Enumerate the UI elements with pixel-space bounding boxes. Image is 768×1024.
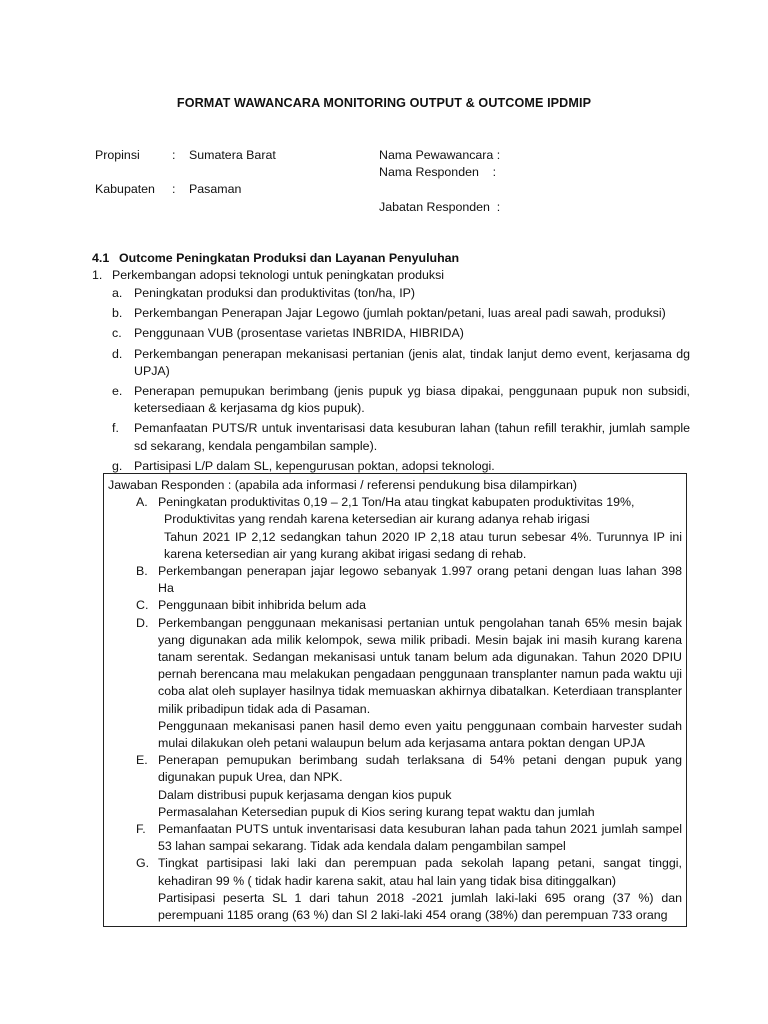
meta-colon: : [172, 148, 176, 162]
question-items [112, 285, 690, 478]
meta-right [379, 147, 579, 222]
answer-marker: E. [136, 753, 148, 768]
item-text: Peningkatan produksi dan produktivitas (ton/ha, IP) [134, 286, 416, 300]
question-item [112, 383, 690, 417]
answer-marker: D. [136, 615, 149, 630]
answer-item [108, 821, 682, 855]
answer-item [108, 752, 682, 821]
answer-paragraph: Perkembangan penerapan jajar legowo sebanyak 1.997 orang petani dengan luas lahan 398 Ha [158, 564, 682, 596]
answer-marker: A. [136, 495, 148, 510]
answer-item [108, 597, 682, 614]
meta-label-pewawancara: Nama Pewawancara : [379, 148, 501, 162]
item-text: Penggunaan VUB (prosentase varietas INBRIDA, HIBRIDA) [134, 326, 464, 341]
answer-paragraph: Produktivitas yang rendah karena ketersedian air kurang adanya rehab irigasi [164, 512, 590, 527]
meta-value: Pasaman [189, 182, 242, 196]
answer-marker: B. [136, 564, 148, 579]
meta-label-responden: Nama Responden : [379, 165, 497, 179]
question-item [112, 346, 690, 380]
item-marker: d. [112, 346, 123, 361]
item-text: Perkembangan Penerapan Jajar Legowo (jumlah poktan/petani, luas areal padi sawah, produksi) [134, 306, 666, 321]
item-marker: b. [112, 306, 123, 321]
item-text: Partisipasi L/P dalam SL, kepengurusan poktan, adopsi teknologi. [134, 458, 495, 473]
answer-marker: F. [136, 822, 146, 837]
answer-paragraph: Penerapan pemupukan berimbang sudah terlaksana di 54% petani dengan pupuk yang digunakan pupuk Urea, dan NPK. [158, 753, 682, 785]
answer-marker: C. [136, 598, 149, 613]
section-title: Outcome Peningkatan Produksi dan Layanan Penyuluhan [119, 251, 460, 265]
item-marker: f. [112, 421, 119, 436]
item-marker: g. [112, 458, 123, 473]
meta-row-kabupaten [95, 181, 345, 199]
answer-heading: Jawaban Responden : (apabila ada informasi / referensi pendukung bisa dilampirkan) [108, 478, 578, 492]
answer-items [108, 494, 682, 924]
answer-paragraph: Penggunaan bibit inhibrida belum ada [158, 598, 367, 613]
meta-row-propinsi [95, 147, 345, 165]
answer-paragraph: Tingkat partisipasi laki laki dan perempuan pada sekolah lapang petani, sangat tinggi, kehadiran 99 % ( tidak hadir karena sakit, atau hal lain yang tidak bisa ditinggalkan) [158, 856, 682, 888]
question-item [112, 420, 690, 454]
answer-item [108, 494, 682, 563]
answer-item [108, 563, 682, 597]
question-text: Perkembangan adopsi teknologi untuk peningkatan produksi [112, 268, 445, 282]
meta-label: Propinsi [95, 148, 140, 162]
item-text: Perkembangan penerapan mekanisasi pertanian (jenis alat, tindak lanjut demo event, kerjasama dg UPJA) [134, 346, 690, 378]
item-marker: c. [112, 326, 122, 341]
section-number: 4.1 [92, 251, 110, 265]
question-number: 1. [92, 268, 103, 282]
question-item [112, 325, 690, 342]
item-marker: e. [112, 384, 123, 399]
answer-paragraph: Perkembangan penggunaan mekanisasi pertanian untuk pengolahan tanah 65% mesin bajak yang digunakan ada milik kelompok, sewa milik pribadi. Mesin bajak ini masih kurang karena tanam serentak. Sedangan mekanisasi untuk tanam belum ada digunakan. Tahun 2020 DPIU pernah berencana mau melakukan pengadaan penggunaan transplanter namun pada waktu uji coba alat oleh suplayer hasilnya tidak memuaskan akhirnya dibatalkan. Keterdiaan transplanter milik pribadipun tidak ada di Pasaman. [158, 615, 682, 716]
answer-box [103, 473, 687, 927]
meta-colon: : [172, 182, 176, 196]
question-item [112, 305, 690, 322]
document-title: FORMAT WAWANCARA MONITORING OUTPUT & OUTCOME IPDMIP [176, 96, 592, 110]
meta-value: Sumatera Barat [189, 148, 276, 162]
answer-paragraph: Pemanfaatan PUTS untuk inventarisasi data kesuburan lahan pada tahun 2021 jumlah sampel 53 lahan sampai sekarang. Tidak ada kendala dalam pengambilan sampel [158, 822, 682, 854]
meta-left [95, 147, 345, 207]
answer-paragraph: Partisipasi peserta SL 1 dari tahun 2018 -2021 jumlah laki-laki 695 orang (37 %) dan perempuani 1185 orang (63 %) dan Sl 2 laki-laki 454 orang (38%) dan perempuan 733 orang [158, 890, 682, 923]
answer-item [108, 855, 682, 924]
question-main [92, 267, 444, 284]
answer-paragraph: Tahun 2021 IP 2,12 sedangkan tahun 2020 IP 2,18 atau turun sebesar 4%. Turunnya IP ini karena ketersedian air yang kurang akibat irigasi sedang di rehab. [164, 529, 682, 561]
answer-paragraph: Peningkatan produktivitas 0,19 – 2,1 Ton/Ha atau tingkat kabupaten produktivitas 19%, [158, 495, 635, 510]
item-marker: a. [112, 286, 123, 300]
answer-paragraph: Penggunaan mekanisasi panen hasil demo even yaitu penggunaan combain harvester sudah mulai dilakukan oleh petani walaupun belum ada kerjasama antara poktan dengan UPJA [158, 718, 682, 751]
answer-paragraph: Permasalahan Ketersedian pupuk di Kios sering kurang tepat waktu dan jumlah [158, 804, 595, 819]
item-text: Pemanfaatan PUTS/R untuk inventarisasi data kesuburan lahan (tahun refill terakhir, jumlah sample sd sekarang, kendala pengambilan sample). [134, 421, 690, 453]
item-text: Penerapan pemupukan berimbang (jenis pupuk yg biasa dipakai, penggunaan pupuk non subsidi, ketersediaan & kerjasama dg kios pupuk). [134, 384, 690, 416]
answer-paragraph: Dalam distribusi pupuk kerjasama dengan kios pupuk [158, 787, 452, 802]
meta-label-jabatan: Jabatan Responden : [379, 200, 501, 214]
answer-marker: G. [136, 856, 150, 871]
question-item [112, 285, 690, 302]
meta-label: Kabupaten [95, 182, 155, 196]
answer-item [108, 615, 682, 753]
section-heading [92, 250, 459, 267]
